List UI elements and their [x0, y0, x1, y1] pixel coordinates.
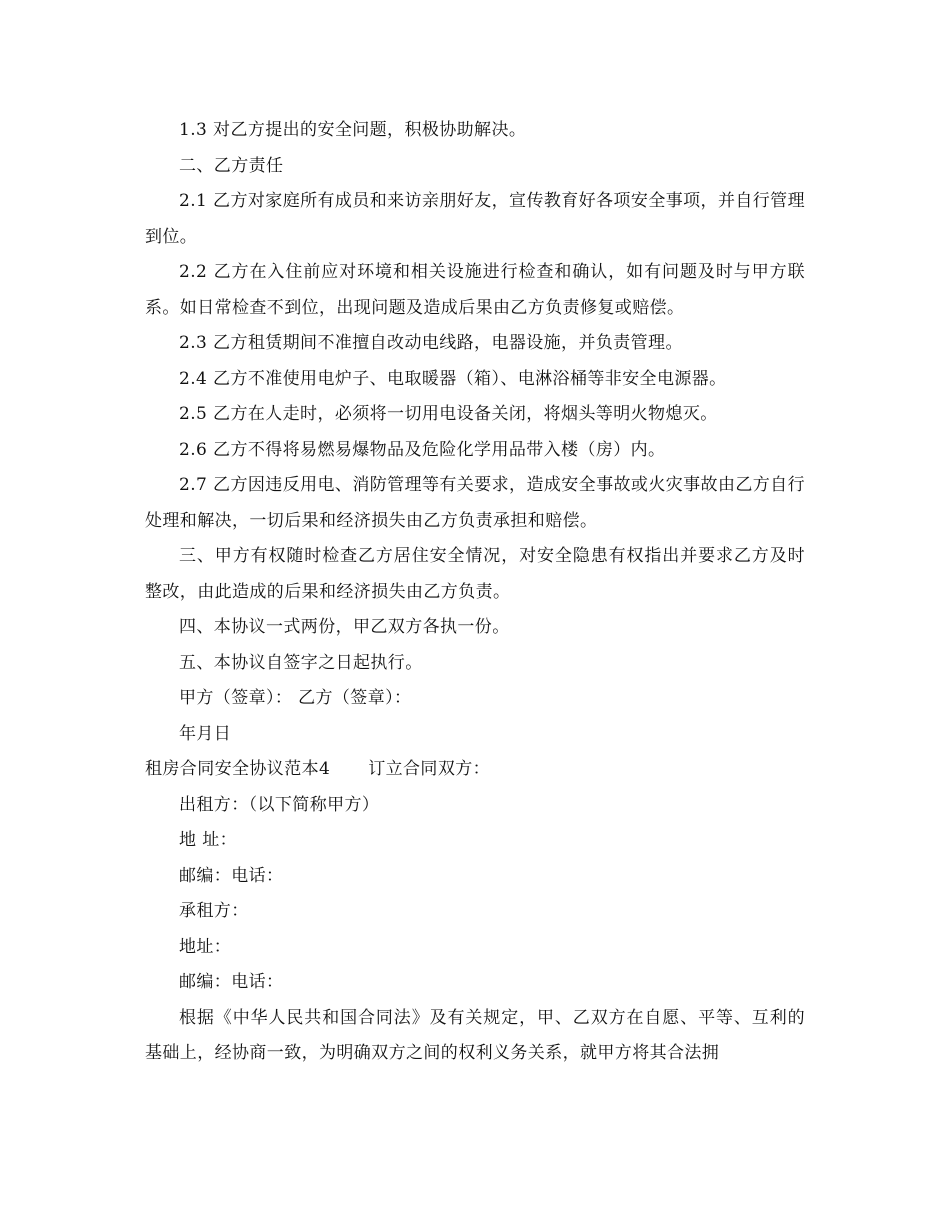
signature-line: 甲方（签章）： 乙方（签章）：: [179, 688, 412, 708]
lessor-line: 出租方：（以下简称甲方）: [179, 794, 380, 815]
lessee-address-line: 地址：: [179, 936, 232, 957]
paragraph-2-7: 2.7 乙方因违反用电、消防管理等有关要求，造成安全事故或火灾事故由乙方自行处理和解决，一切后果和经济损失由乙方负责承担和赔偿。: [145, 475, 805, 531]
document-body: [145, 113, 805, 1072]
paragraph-2-6: 2.6 乙方不得将易燃易爆物品及危险化学用品带入楼（房）内。: [179, 439, 666, 460]
paragraph-section-5: 五、本协议自签字之日起执行。: [179, 652, 423, 673]
heading-party-b-responsibility: 二、乙方责任: [179, 155, 284, 176]
paragraph-2-4: 2.4 乙方不准使用电炉子、电取暖器（箱）、电淋浴桶等非安全电源器。: [179, 368, 727, 389]
paragraph-section-4: 四、本协议一式两份，甲乙双方各执一份。: [179, 617, 510, 637]
section-heading-subtitle: 订立合同双方：: [368, 759, 491, 779]
lessor-postcode-phone-line: 邮编：电话：: [179, 865, 284, 886]
lessor-address-line: 地 址：: [179, 830, 238, 850]
paragraph-2-3: 2.3 乙方租赁期间不准擅自改动电线路，电器设施，并负责管理。: [179, 333, 683, 353]
contract-basis-paragraph: 根据《中华人民共和国合同法》及有关规定，甲、乙双方在自愿、平等、互利的基础上，经协商一致，为明确双方之间的权利义务关系，就甲方将其合法拥: [145, 1007, 805, 1063]
section-heading-title: 租房合同安全协议范本4: [145, 759, 331, 779]
paragraph-2-1: 2.1 乙方对家庭所有成员和来访亲朋好友，宣传教育好各项安全事项，并自行管理到位。: [145, 191, 805, 247]
paragraph-1-3: 1.3 对乙方提出的安全问题，积极协助解决。: [179, 120, 527, 140]
date-line: 年月日: [179, 723, 232, 744]
lessee-postcode-phone-line: 邮编：电话：: [179, 972, 284, 992]
lessee-line: 承租方：: [179, 901, 249, 921]
paragraph-2-2: 2.2 乙方在入住前应对环境和相关设施进行检查和确认，如有问题及时与甲方联系。如日常检查不到位，出现问题及造成后果由乙方负责修复或赔偿。: [145, 262, 805, 318]
section-heading: [145, 752, 805, 788]
paragraph-section-3: 三、甲方有权随时检查乙方居住安全情况，对安全隐患有权指出并要求乙方及时整改，由此造成的后果和经济损失由乙方负责。: [145, 546, 805, 602]
paragraph-2-5: 2.5 乙方在人走时，必须将一切用电设备关闭，将烟头等明火物熄灭。: [179, 404, 718, 424]
